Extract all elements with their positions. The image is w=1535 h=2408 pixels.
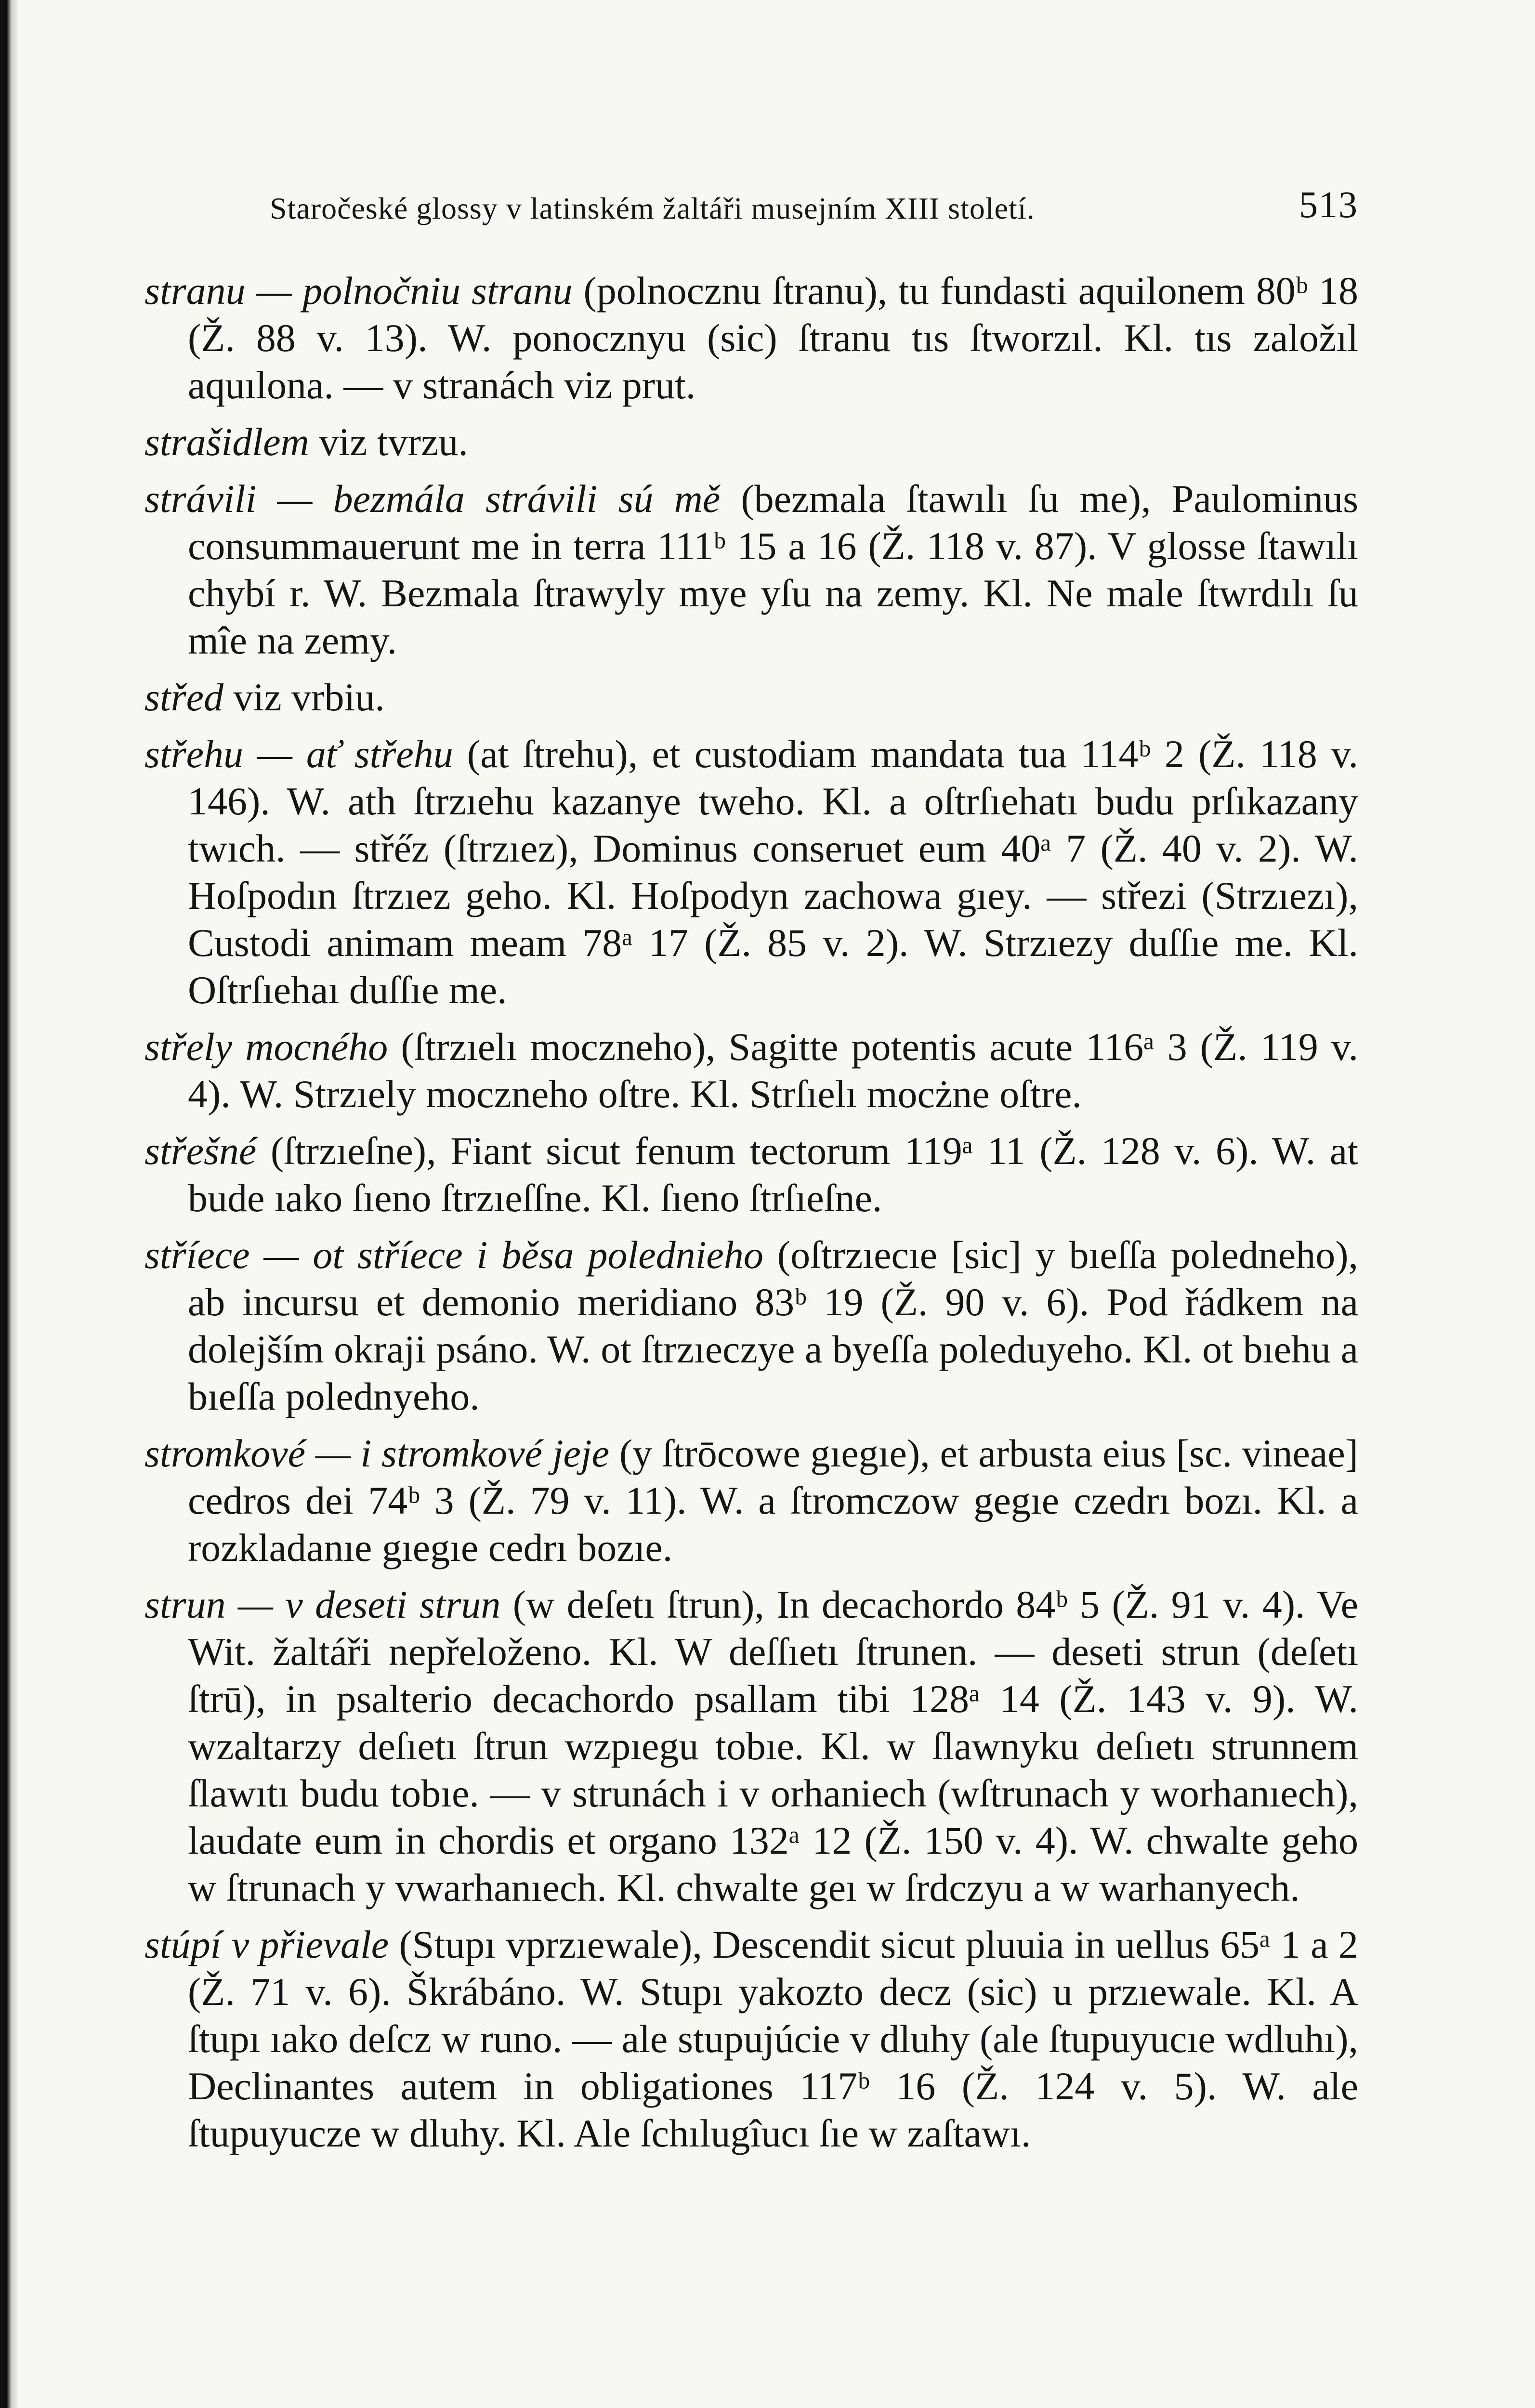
entry-stred bbox=[144, 674, 1358, 721]
dictionary-entries bbox=[144, 267, 1358, 2167]
entry-headword: střehu — ať střehu bbox=[144, 732, 453, 776]
entry-strasidlem bbox=[144, 419, 1358, 466]
entry-text: viz tvrzu. bbox=[319, 420, 468, 464]
entry-text: (ſtrzıelı moczneho), Sagitte potentis acute 116ᵃ 3 (Ž. 119 v. 4). W. Strzıely moczneho oſtre. Kl. Strſıelı mocżne oſtre. bbox=[188, 1025, 1359, 1116]
entry-headword: strašidlem bbox=[144, 420, 309, 464]
entry-text: (Stupı vprzıewale), Descendit sicut pluuia in uellus 65ᵃ 1 a 2 (Ž. 71 v. 6). Škrábáno. W. Stupı yakozto decz (sic) u przıewale. Kl. A ſtupı ıako deſcz w runo. — ale stupujúcie v dluhy (ale ſtupuyucıe wdluhı), Declinantes autem in obligationes 117ᵇ 16 (Ž. 124 v. 5). W. ale ſtupuyucze w dluhy. Kl. Ale ſchılugîucı ſıe w zaſtawı. bbox=[188, 1923, 1358, 2155]
entry-stresne bbox=[144, 1127, 1358, 1222]
entry-headword: stranu — polnočniu stranu bbox=[144, 269, 573, 313]
entry-headword: stříece — ot stříece i běsa polednieho bbox=[144, 1233, 763, 1277]
entry-headword: strun — v deseti strun bbox=[144, 1583, 501, 1626]
entry-text: (at ſtrehu), et custodiam mandata tua 114ᵇ 2 (Ž. 118 v. 146). W. ath ſtrzıehu kazanye tweho. Kl. a oſtrſıehatı budu prſıkazany twıch. — stře̋z (ſtrzıez), Dominus conseruet eum 40ᵃ 7 (Ž. 40 v. 2). W. Hoſpodın ſtrzıez geho. Kl. Hoſpodyn zachowa gıey. — střezi (Strzıezı), Custodi animam meam 78ᵃ 17 (Ž. 85 v. 2). W. Strzıezy duſſıe me. Kl. Oſtrſıehaı duſſıe me. bbox=[188, 732, 1358, 1012]
header-title: Staročeské glossy v latinském žaltáři musejním XIII století. bbox=[270, 191, 1035, 225]
entry-text: (y ſtrōcowe gıegıe), et arbusta eius [sc. vineae] cedros dei 74ᵇ 3 (Ž. 79 v. 11). W. a ſtromczow gegıe czedrı bozı. Kl. a rozkladanıe gıegıe cedrı bozıe. bbox=[188, 1431, 1359, 1570]
entry-strun bbox=[144, 1581, 1358, 1911]
entry-stravili bbox=[144, 475, 1358, 664]
entry-headword: stromkové — i stromkové jeje bbox=[144, 1431, 610, 1475]
entry-stupi bbox=[144, 1921, 1358, 2157]
entry-strehu bbox=[144, 731, 1358, 1014]
entry-strely bbox=[144, 1023, 1358, 1118]
entry-text: (polnocznu ſtranu), tu fundasti aquilonem 80ᵇ 18 (Ž. 88 v. 13). W. ponocznyu (sic) ſtranu tıs ſtworzıl. Kl. tıs založıl aquılona. — v stranách viz prut. bbox=[188, 269, 1359, 407]
entry-headword: střešné bbox=[144, 1129, 257, 1173]
entry-text: (bezmala ſtawılı ſu me), Paulominus consummauerunt me in terra 111ᵇ 15 a 16 (Ž. 118 v. 87). V glosse ſtawılı chybí r. W. Bezmala ſtrawyly mye yſu na zemy. Kl. Ne male ſtwrdılı ſu mîe na zemy. bbox=[188, 477, 1358, 662]
entry-text: (w deſetı ſtrun), In decachordo 84ᵇ 5 (Ž. 91 v. 4). Ve Wit. žaltáři nepřeloženo. Kl. W deſſıetı ſtrunen. — deseti strun (deſetı ſtrū), in psalterio decachordo psallam tibi 128ᵃ 14 (Ž. 143 v. 9). W. wzaltarzy deſıetı ſtrun wzpıegu tobıe. Kl. w ſlawnyku deſıetı strunnem ſlawıtı budu tobıe. — v strunách i v orhaniech (wſtrunach y worhanıech), laudate eum in chordis et organo 132ᵃ 12 (Ž. 150 v. 4). W. chwalte geho w ſtrunach y vwarhanıech. Kl. chwalte geı w ſrdczyu a w warhanyech. bbox=[188, 1583, 1358, 1910]
entry-text: viz vrbiu. bbox=[233, 675, 385, 719]
entry-stromkove bbox=[144, 1430, 1358, 1571]
running-header bbox=[270, 173, 1358, 226]
entry-headword: střed bbox=[144, 675, 223, 719]
page-number: 513 bbox=[1299, 183, 1358, 225]
entry-striece bbox=[144, 1231, 1358, 1420]
page-edge-shadow bbox=[0, 0, 19, 2408]
entry-text: (oſtrzıecıe [sic] y bıeſſa poledneho), ab incursu et demonio meridiano 83ᵇ 19 (Ž. 90 v. 6). Pod řádkem na dolejším okraji psáno. W. ot ſtrzıeczye a byeſſa poleduyeho. Kl. ot bıehu a bıeſſa polednyeho. bbox=[188, 1233, 1359, 1418]
entry-stranu bbox=[144, 267, 1358, 409]
entry-headword: střely mocného bbox=[144, 1025, 388, 1069]
entry-headword: strávili — bezmála strávili sú mě bbox=[144, 477, 721, 521]
entry-text: (ſtrzıeſne), Fiant sicut fenum tectorum 119ᵃ 11 (Ž. 128 v. 6). W. at bude ıako ſıeno ſtrzıeſſne. Kl. ſıeno ſtrſıeſne. bbox=[188, 1129, 1358, 1220]
entry-headword: stúpí v přievale bbox=[144, 1923, 389, 1966]
